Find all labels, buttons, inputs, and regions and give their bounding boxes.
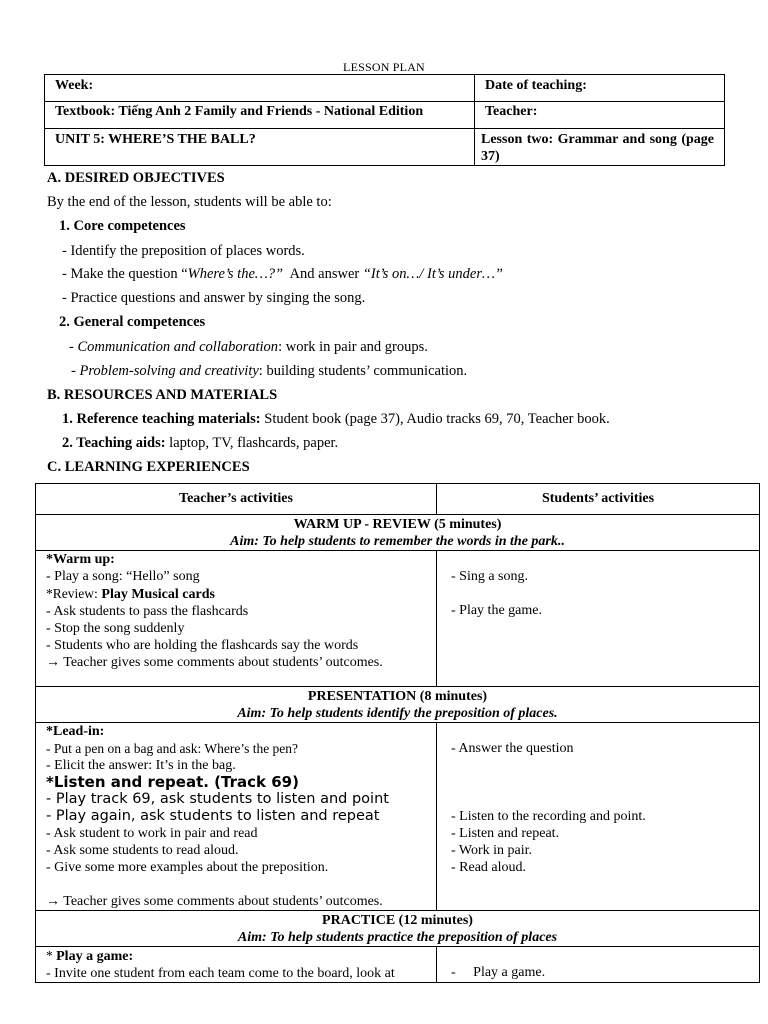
textbook-cell: Textbook: Tiếng Anh 2 Family and Friends - National Edition xyxy=(45,102,475,129)
page-title: LESSON PLAN xyxy=(343,60,425,74)
unit-cell: UNIT 5: WHERE’S THE BALL? xyxy=(45,129,475,166)
presentation-activity-row xyxy=(36,723,760,911)
practice-students-cell: - Play a game. xyxy=(437,947,760,983)
teaching-aids: 2. Teaching aids: laptop, TV, flashcards, paper. xyxy=(62,435,339,451)
general-item-2: - Problem-solving and creativity: building students’ communication. xyxy=(71,363,468,379)
resources-heading: B. RESOURCES AND MATERIALS xyxy=(47,387,278,403)
warmup-students-cell: - Sing a song. - Play the game. xyxy=(437,551,760,687)
date-of-teaching-cell: Date of teaching: xyxy=(475,75,725,102)
practice-title: PRACTICE (12 minutes) xyxy=(322,913,473,928)
core-item-3: - Practice questions and answer by singing the song. xyxy=(62,290,366,306)
warmup-aim: Aim: To help students to remember the words in the park.. xyxy=(230,534,565,549)
reference-materials: 1. Reference teaching materials: Student book (page 37), Audio tracks 69, 70, Teacher book. xyxy=(62,411,610,427)
week-cell: Week: xyxy=(45,75,475,102)
general-competences-heading: 2. General competences xyxy=(59,314,206,330)
learning-experiences-heading: C. LEARNING EXPERIENCES xyxy=(47,459,250,475)
practice-section-row xyxy=(36,911,760,947)
teacher-cell: Teacher: xyxy=(475,102,725,129)
presentation-teacher-cell: *Lead-in: - Put a pen on a bag and ask: Where’s the pen? - Elicit the answer: It’s in the bag. *Listen and repeat. (Track 69) - Play track 69, ask students to listen and point - Play again, ask students to listen and repeat - Ask student to work in pair and read - Ask some students to read aloud. - Give some more examples about the preposition. → Teacher gives some comments about students’ outcomes. xyxy=(36,723,437,911)
objectives-heading: A. DESIRED OBJECTIVES xyxy=(47,170,225,186)
practice-aim: Aim: To help students practice the preposition of places xyxy=(237,930,558,945)
warmup-activity-row xyxy=(36,551,760,687)
core-item-2: - Make the question “Where’s the…?” And answer “It’s on…/ It’s under…” xyxy=(62,266,503,282)
lesson-header-table xyxy=(44,74,725,166)
core-item-1: - Identify the preposition of places words. xyxy=(62,243,305,259)
presentation-students-cell: - Answer the question - Listen to the recording and point. - Listen and repeat. - Work in pair. - Read aloud. xyxy=(437,723,760,911)
objectives-intro: By the end of the lesson, students will be able to: xyxy=(47,194,332,210)
lesson-cell: Lesson two: Grammar and song (page 37) xyxy=(475,129,725,166)
practice-activity-row xyxy=(36,947,760,983)
general-item-1: - Communication and collaboration: work in pair and groups. xyxy=(69,339,428,355)
teacher-activities-header: Teacher’s activities xyxy=(36,484,437,515)
presentation-section-row xyxy=(36,687,760,723)
warmup-title: WARM UP - REVIEW (5 minutes) xyxy=(293,517,502,532)
presentation-title: PRESENTATION (8 minutes) xyxy=(307,689,488,704)
warmup-section-row xyxy=(36,515,760,551)
core-competences-heading: 1. Core competences xyxy=(59,218,186,234)
students-activities-header: Students’ activities xyxy=(437,484,760,515)
activities-table xyxy=(35,483,760,983)
warmup-teacher-cell: *Warm up: - Play a song: “Hello” song *Review: Play Musical cards - Ask students to pass the flashcards - Stop the song suddenly - Students who are holding the flashcards say the words → Teacher gives some comments about students’ outcomes. xyxy=(36,551,437,687)
practice-teacher-cell: * Play a game: - Invite one student from each team come to the board, look at xyxy=(36,947,437,983)
presentation-aim: Aim: To help students identify the preposition of places. xyxy=(237,706,558,721)
